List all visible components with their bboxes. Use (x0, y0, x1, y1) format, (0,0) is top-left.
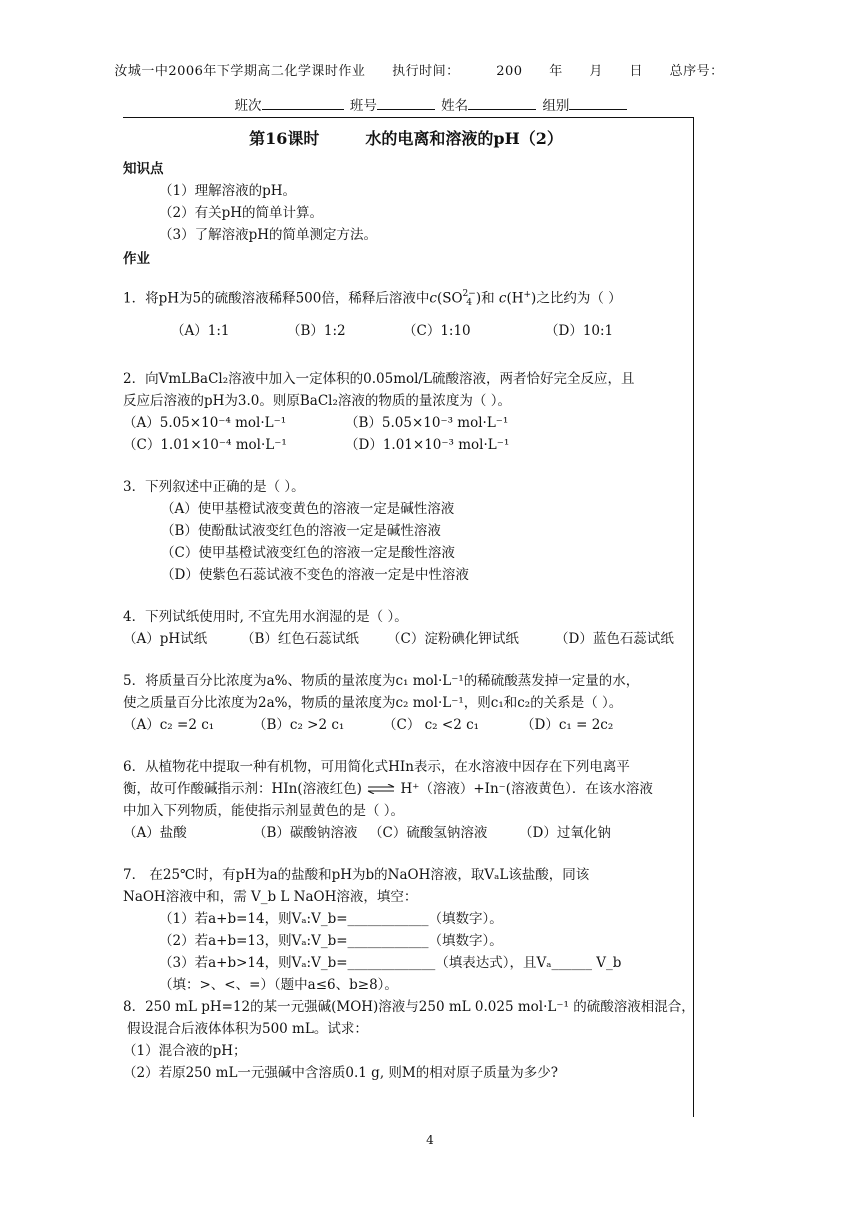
q1-stem-a: 1．将pH为5的硫酸溶液稀释500倍，稀释后溶液中 (123, 290, 430, 307)
q6-line2b: H⁺（溶液）+In⁻(溶液黄色）．在该水溶液 (400, 780, 653, 797)
field-class-label: 班次 (234, 98, 262, 114)
q7-sub4: （填：>、<、=）（题中a≤6、b≥8）。 (159, 976, 398, 993)
q8-line1: 8．250 mL pH=12的某一元强碱(MOH)溶液与250 mL 0.025 mol·L⁻¹ 的硫酸溶液相混合， (123, 998, 695, 1015)
q6-line3: 中加入下列物质，能使指示剂显黄色的是（ ）。 (123, 802, 405, 819)
q1-stem-b: 和 (481, 290, 495, 307)
page-header (0, 60, 860, 79)
q8-sub1: （1）混合液的pH； (123, 1042, 247, 1059)
q6-line1: 6．从植物花中提取一种有机物，可用简化式HIn表示，在水溶液中因存在下列电离平 (123, 758, 630, 775)
q6-option-b[interactable]: （B）碳酸钠溶液 (253, 824, 358, 841)
field-number-label: 班号 (349, 98, 377, 114)
q2-line1: 2．向VmLBaCl₂溶液中加入一定体积的0.05mol/L硫酸溶液，两者恰好完全反应，且 (123, 370, 635, 387)
header-year-label: 年 (549, 64, 563, 79)
q4-stem: 4．下列试纸使用时, 不宜先用水润湿的是（ ）。 (123, 608, 408, 625)
q7-sub1[interactable]: （1）若a+b=14，则Vₐ:V_b=____________（填数字）。 (159, 910, 503, 927)
q1-option-a[interactable]: （A）1:1 (171, 322, 230, 339)
q4-options (123, 628, 689, 650)
q2-option-a[interactable]: （A）5.05×10⁻⁴ mol·L⁻¹ (123, 414, 287, 431)
header-month-label: 月 (589, 64, 603, 79)
header-year: 200 (496, 64, 523, 79)
q4-option-c[interactable]: （C）淀粉碘化钾试纸 (387, 630, 519, 647)
header-day-label: 日 (629, 64, 644, 79)
q3-stem: 3．下列叙述中正确的是（ ）。 (123, 478, 305, 495)
question-8 (123, 996, 695, 1084)
q2-option-b[interactable]: （B）5.05×10⁻³ mol·L⁻¹ (345, 414, 509, 431)
field-number-blank[interactable] (377, 97, 435, 110)
q6-line2 (123, 778, 689, 800)
q5-option-a[interactable]: （A）c₂ =2 c₁ (123, 716, 215, 733)
question-1: 1．将pH为5的硫酸溶液稀释500倍，稀释后溶液中c(SO2− 4 )和 c(H+)之比约为（ ） (123, 289, 622, 308)
lesson-title (123, 128, 689, 150)
q1-option-d[interactable]: （D）10:1 (545, 322, 614, 339)
lesson-number: 第16课时 (249, 129, 320, 148)
knowledge-item: （1）理解溶液的pH。 (159, 183, 297, 199)
header-seq: 总序号： (669, 64, 724, 79)
question-2 (123, 368, 689, 456)
q2-options-row2 (123, 434, 689, 456)
q3-option-d[interactable]: （D）使紫色石蕊试液不变色的溶液一定是中性溶液 (161, 566, 469, 583)
q5-line2: 使之质量百分比浓度为2a%，物质的量浓度为c₂ mol·L⁻¹，则c₁和c₂的关系是（ ）。 (123, 694, 623, 711)
q7-sub3[interactable]: （3）若a+b>14，则Vₐ:V_b=_____________（填表达式），且Vₐ______ V_b (159, 954, 622, 971)
equilibrium-arrow-icon (366, 784, 396, 794)
q5-option-c[interactable]: （C） c₂ <2 c₁ (383, 716, 480, 733)
lesson-topic: 水的电离和溶液的pH（2） (365, 129, 563, 148)
margin-rule (693, 117, 694, 1117)
q7-line1: 7． 在25℃时，有pH为a的盐酸和pH为b的NaOH溶液，取VₐL该盐酸，同该 (123, 866, 590, 883)
q4-option-a[interactable]: （A）pH试纸 (123, 630, 208, 647)
question-5 (123, 670, 689, 736)
field-class-blank[interactable] (262, 97, 344, 110)
question-3 (123, 476, 689, 586)
q4-option-b[interactable]: （B）红色石蕊试纸 (241, 630, 359, 647)
knowledge-item: （2）有关pH的简单计算。 (159, 205, 324, 221)
field-name-label: 姓名 (441, 98, 469, 114)
q1-stem-c: 之比约为（ ） (536, 290, 622, 307)
q1-option-b[interactable]: （B）1:2 (287, 322, 346, 339)
question-4 (123, 606, 689, 650)
q4-option-d[interactable]: （D）蓝色石蕊试纸 (555, 630, 674, 647)
knowledge-heading: 知识点 (123, 161, 164, 177)
q6-option-d[interactable]: （D）过氧化钠 (519, 824, 611, 841)
q8-sub2: （2）若原250 mL一元强碱中含溶质0.1 g, 则M的相对原子质量为多少? (123, 1064, 558, 1081)
q5-options (123, 714, 689, 736)
question-6 (123, 756, 689, 844)
q5-line1: 5．将质量百分比浓度为a%、物质的量浓度为c₁ mol·L⁻¹的稀硫酸蒸发掉一定量的水， (123, 672, 640, 689)
header-exec-time: 执行时间： (392, 64, 460, 79)
q3-option-b[interactable]: （B）使酚酞试液变红色的溶液一定是碱性溶液 (161, 522, 441, 539)
field-group-blank[interactable] (569, 97, 627, 110)
q6-options (123, 822, 689, 844)
q8-line2: 假设混合后液体体积为500 mL。试求： (127, 1020, 368, 1037)
q6-option-a[interactable]: （A）盐酸 (123, 824, 187, 841)
q3-option-c[interactable]: （C）使甲基橙试液变红色的溶液一定是酸性溶液 (161, 544, 455, 561)
field-group-label: 组别 (542, 98, 570, 114)
page-number: 4 (426, 1133, 434, 1147)
worksheet-body (123, 122, 695, 1084)
q3-option-a[interactable]: （A）使甲基橙试液变黄色的溶液一定是碱性溶液 (161, 500, 455, 517)
student-fields (0, 94, 860, 114)
homework-heading: 作业 (123, 251, 150, 267)
q6-line2a: 衡，故可作酸碱指示剂：HIn(溶液红色) (123, 780, 362, 797)
question-7 (123, 864, 689, 996)
q1-options (123, 320, 689, 342)
knowledge-item: （3）了解溶液pH的简单测定方法。 (159, 227, 378, 243)
header-rule (123, 117, 693, 118)
q5-option-b[interactable]: （B）c₂ >2 c₁ (253, 716, 345, 733)
q7-sub2[interactable]: （2）若a+b=13，则Vₐ:V_b=____________（填数字）。 (159, 932, 503, 949)
q7-line2: NaOH溶液中和，需 V_b L NaOH溶液，填空： (123, 888, 418, 905)
q6-option-c[interactable]: （C）硫酸氢钠溶液 (369, 824, 488, 841)
q1-option-c[interactable]: （C）1:10 (403, 322, 471, 339)
q5-option-d[interactable]: （D）c₁ = 2c₂ (521, 716, 614, 733)
q2-option-d[interactable]: （D）1.01×10⁻³ mol·L⁻¹ (345, 436, 510, 453)
q2-options-row1 (123, 412, 689, 434)
header-school: 汝城一中2006年下学期高二化学课时作业 (114, 64, 366, 79)
field-name-blank[interactable] (468, 97, 536, 110)
q2-option-c[interactable]: （C）1.01×10⁻⁴ mol·L⁻¹ (123, 436, 287, 453)
q2-line2: 反应后溶液的pH为3.0。则原BaCl₂溶液的物质的量浓度为（ ）。 (123, 392, 511, 409)
